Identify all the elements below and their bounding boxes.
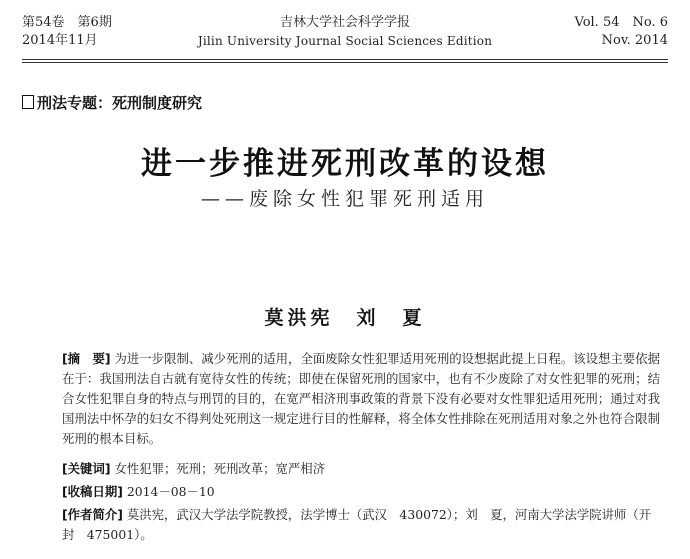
article-authors: 莫洪宪 刘 夏 [264,307,426,329]
article-title: 进一步推进死刑改革的设想 [141,146,549,182]
header-date-cn: 2014年11月 [22,33,98,48]
keywords-text: 女性犯罪；死刑；死刑改革；宽严相济 [114,461,326,476]
column-label-text: 刑法专题：死刑制度研究 [37,94,203,112]
header-date-en: Nov. 2014 [601,33,668,48]
received-date-label: [收稿日期] [62,484,123,499]
author-info-text: 莫洪宪，武汉大学法学院教授，法学博士（武汉 430072）；刘 夏，河南大学法学院讲师（开封 475001）。 [62,507,652,542]
received-date-text: 2014－08－10 [126,484,215,499]
abstract-label: [摘 要] [62,351,111,366]
header-rule-top [22,59,668,60]
header-volume-issue-en: Vol. 54 No. 6 [574,15,668,30]
header-journal-name-cn: 吉林大学社会科学学报 [279,15,410,30]
header-rule-bottom [22,62,668,63]
keywords-label: [关键词] [62,461,111,476]
article-subtitle: ——废除女性犯罪死刑适用 [200,188,489,210]
column-label [22,92,202,113]
checkbox-square-icon [22,95,34,109]
header-volume-info-en [575,14,669,50]
author-info-label: [作者简介] [62,507,123,522]
abstract-text: 为进一步限制、减少死刑的适用，全面废除女性犯罪适用死刑的设想据此提上日程。该设想主要依据在于：我国刑法自古就有宽待女性的传统；即使在保留死刑的国家中，也有不少废除了对女性犯罪的死刑；结合女性犯罪自身的特点与刑罚的目的，在宽严相济刑事政策的背景下没有必要对女性罪犯适用死刑；通过对我国刑法中怀孕的妇女不得判处死刑这一规定进行目的性解释，将全体女性排除在死刑适用对象之外也符合限制死刑的根本目标。 [62,351,660,446]
author-info [62,505,660,545]
received-date [62,482,660,502]
header-journal-name-en: Jilin University Journal Social Sciences Edition [197,34,493,48]
keywords [62,459,660,479]
header-volume-issue: 第54卷 第6期 [22,15,112,30]
abstract [62,349,660,449]
